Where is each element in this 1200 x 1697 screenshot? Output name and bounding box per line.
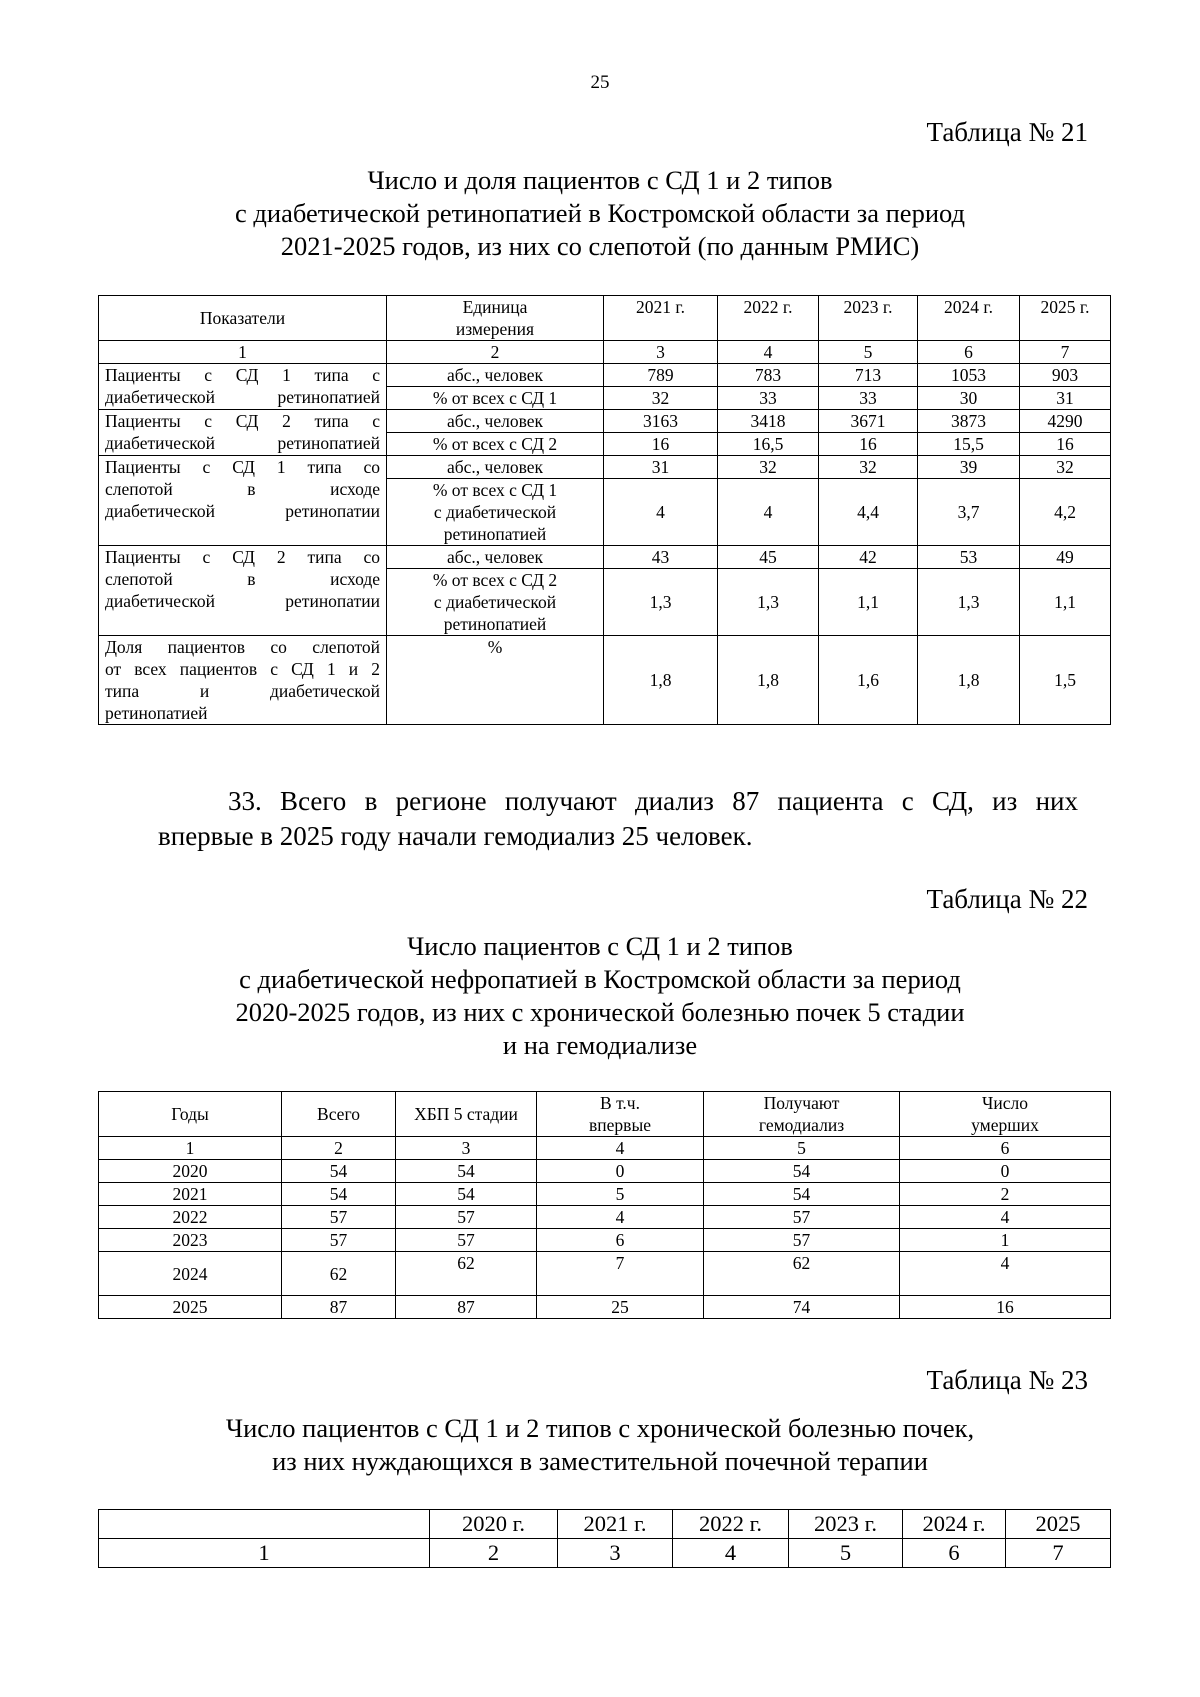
value-cell: 16 xyxy=(819,433,918,456)
value-cell: 39 xyxy=(918,456,1020,479)
value-cell: 4 xyxy=(537,1206,704,1229)
value-cell: 31 xyxy=(604,456,718,479)
table-22-label: Таблица № 22 xyxy=(926,884,1088,914)
unit-cell xyxy=(387,387,604,410)
cell-line: Пациенты с СД 2 типа с xyxy=(105,411,380,431)
title-line: и на гемодиализе xyxy=(502,1030,698,1060)
value-cell: 49 xyxy=(1020,546,1111,569)
title-line: Число пациентов с СД 1 и 2 типов xyxy=(407,931,793,961)
cell-line: абс., человек xyxy=(446,457,544,477)
column-number-cell: 6 xyxy=(903,1539,1006,1568)
table-row xyxy=(99,364,1111,387)
value-cell: 2022 xyxy=(99,1206,282,1229)
column-number-cell: 1 xyxy=(99,341,387,364)
header-cell-indicator: Показатели xyxy=(99,296,387,341)
column-number-cell: 6 xyxy=(900,1137,1111,1160)
value-cell: 1,6 xyxy=(819,636,918,725)
value-cell: 2025 xyxy=(99,1296,282,1319)
value-cell: 57 xyxy=(704,1229,900,1252)
table-row xyxy=(99,1252,1111,1296)
cell-line: умерших xyxy=(971,1115,1039,1135)
title-line: Число и доля пациентов с СД 1 и 2 типов xyxy=(367,165,833,195)
title-line: с диабетической ретинопатией в Костромской области за период xyxy=(235,198,965,228)
value-cell: 43 xyxy=(604,546,718,569)
column-number-cell: 5 xyxy=(789,1539,903,1568)
header-cell-year: 2021 г. xyxy=(604,296,718,341)
value-cell: 4 xyxy=(900,1206,1111,1229)
value-cell: 62 xyxy=(396,1252,537,1296)
value-cell: 3671 xyxy=(819,410,918,433)
header-cell xyxy=(396,1092,537,1137)
table-row xyxy=(99,456,1111,479)
cell-line: абс., человек xyxy=(446,547,544,567)
value-cell: 57 xyxy=(396,1229,537,1252)
header-cell-year: 2022 г. xyxy=(718,296,819,341)
value-cell: 87 xyxy=(396,1296,537,1319)
cell-line: Пациенты с СД 1 типа с xyxy=(105,365,380,385)
page-number: 25 xyxy=(590,72,610,93)
value-cell: 16 xyxy=(604,433,718,456)
header-cell xyxy=(99,1092,282,1137)
column-number-cell: 6 xyxy=(918,341,1020,364)
paragraph-line: 33. Всего в регионе получают диализ 87 пациента с СД, из них xyxy=(228,786,1078,816)
value-cell: 54 xyxy=(704,1160,900,1183)
cell-line: В т.ч. xyxy=(600,1093,640,1113)
value-cell: 1,3 xyxy=(718,569,819,636)
cell-line: измерения xyxy=(455,319,535,339)
value-cell: 32 xyxy=(819,456,918,479)
header-cell xyxy=(537,1092,704,1137)
cell-line: Единица xyxy=(462,297,528,317)
unit-cell xyxy=(387,410,604,433)
table-row xyxy=(99,546,1111,569)
unit-cell xyxy=(387,479,604,546)
cell-line: абс., человек xyxy=(446,365,544,385)
table-header-row xyxy=(99,1092,1111,1137)
cell-line: Пациенты с СД 2 типа со xyxy=(105,547,380,567)
value-cell: 2 xyxy=(900,1183,1111,1206)
title-line: из них нуждающихся в заместительной почечной терапии xyxy=(272,1446,928,1476)
value-cell: 783 xyxy=(718,364,819,387)
column-number-cell: 2 xyxy=(430,1539,558,1568)
header-cell xyxy=(99,1510,430,1539)
header-cell-year: 2025 г. xyxy=(1020,296,1111,341)
value-cell: 1,8 xyxy=(718,636,819,725)
cell-line: Пациенты с СД 1 типа со xyxy=(105,457,380,477)
row-label-cell xyxy=(99,410,387,456)
table-21 xyxy=(98,295,1111,725)
column-number-cell: 5 xyxy=(704,1137,900,1160)
value-cell: 1,1 xyxy=(819,569,918,636)
cell-line: абс., человек xyxy=(446,411,544,431)
paragraph-line: впервые в 2025 году начали гемодиализ 25 человек. xyxy=(158,821,753,851)
cell-line: диабетической ретинопатией xyxy=(105,433,380,453)
value-cell: 1,3 xyxy=(918,569,1020,636)
cell-line: с диабетической xyxy=(433,592,557,612)
cell-line: ретинопатией xyxy=(443,524,547,544)
column-number-cell: 2 xyxy=(387,341,604,364)
table-header-row xyxy=(99,296,1111,341)
header-cell: 2025 xyxy=(1006,1510,1111,1539)
value-cell: 30 xyxy=(918,387,1020,410)
column-number-cell: 5 xyxy=(819,341,918,364)
value-cell: 57 xyxy=(396,1206,537,1229)
table-header-row xyxy=(99,1510,1111,1539)
cell-line: Годы xyxy=(171,1104,209,1124)
value-cell: 789 xyxy=(604,364,718,387)
row-label-cell xyxy=(99,456,387,546)
value-cell: 74 xyxy=(704,1296,900,1319)
table-row xyxy=(99,1296,1111,1319)
value-cell: 62 xyxy=(282,1252,396,1296)
cell-line: слепотой в исходе xyxy=(105,479,380,499)
value-cell: 1,8 xyxy=(918,636,1020,725)
header-cell-year: 2024 г. xyxy=(918,296,1020,341)
header-cell: 2022 г. xyxy=(673,1510,789,1539)
table-row xyxy=(99,1183,1111,1206)
value-cell: 53 xyxy=(918,546,1020,569)
cell-line: диабетической ретинопатии xyxy=(105,591,380,611)
value-cell: 4 xyxy=(900,1252,1111,1296)
table-22 xyxy=(98,1091,1111,1319)
cell-line: Получают xyxy=(763,1093,840,1113)
value-cell: 1,8 xyxy=(604,636,718,725)
header-cell xyxy=(704,1092,900,1137)
table-23-label: Таблица № 23 xyxy=(926,1365,1088,1395)
cell-line: Всего xyxy=(317,1104,360,1124)
table-row xyxy=(99,1206,1111,1229)
value-cell: 16 xyxy=(900,1296,1111,1319)
value-cell: 31 xyxy=(1020,387,1111,410)
column-number-cell: 1 xyxy=(99,1137,282,1160)
value-cell: 5 xyxy=(537,1183,704,1206)
header-cell-year: 2023 г. xyxy=(819,296,918,341)
value-cell: 32 xyxy=(1020,456,1111,479)
column-number-cell: 4 xyxy=(673,1539,789,1568)
value-cell: 62 xyxy=(704,1252,900,1296)
value-cell: 16,5 xyxy=(718,433,819,456)
value-cell: 4 xyxy=(604,479,718,546)
value-cell: 0 xyxy=(900,1160,1111,1183)
column-number-row xyxy=(99,341,1111,364)
row-label-cell xyxy=(99,364,387,410)
table-23-title xyxy=(150,1412,1050,1478)
header-cell: 2021 г. xyxy=(558,1510,673,1539)
value-cell: 903 xyxy=(1020,364,1111,387)
cell-line: % xyxy=(487,637,503,657)
cell-line: слепотой в исходе xyxy=(105,569,380,589)
value-cell: 4,2 xyxy=(1020,479,1111,546)
cell-line: Доля пациентов со слепотой xyxy=(105,637,380,657)
value-cell: 3873 xyxy=(918,410,1020,433)
table-22-title xyxy=(150,930,1050,1062)
value-cell: 33 xyxy=(718,387,819,410)
column-number-cell: 3 xyxy=(396,1137,537,1160)
cell-line: гемодиализ xyxy=(758,1115,845,1135)
value-cell: 57 xyxy=(282,1206,396,1229)
value-cell: 2021 xyxy=(99,1183,282,1206)
header-cell xyxy=(282,1092,396,1137)
value-cell: 3163 xyxy=(604,410,718,433)
row-label-cell xyxy=(99,636,387,725)
column-number-row xyxy=(99,1137,1111,1160)
cell-line: % от всех с СД 1 xyxy=(432,480,558,500)
unit-cell xyxy=(387,569,604,636)
value-cell: 3,7 xyxy=(918,479,1020,546)
value-cell: 32 xyxy=(718,456,819,479)
value-cell: 4,4 xyxy=(819,479,918,546)
value-cell: 713 xyxy=(819,364,918,387)
cell-line: диабетической ретинопатией xyxy=(105,387,380,407)
value-cell: 1,3 xyxy=(604,569,718,636)
value-cell: 2024 xyxy=(99,1252,282,1296)
value-cell: 57 xyxy=(704,1206,900,1229)
value-cell: 45 xyxy=(718,546,819,569)
unit-cell xyxy=(387,364,604,387)
column-number-row xyxy=(99,1539,1111,1568)
cell-line: типа и диабетической xyxy=(105,681,380,701)
value-cell: 1053 xyxy=(918,364,1020,387)
value-cell: 54 xyxy=(396,1160,537,1183)
value-cell: 4290 xyxy=(1020,410,1111,433)
cell-line: % от всех с СД 1 xyxy=(432,388,558,408)
cell-line: от всех пациентов с СД 1 и 2 xyxy=(105,659,380,679)
value-cell: 2020 xyxy=(99,1160,282,1183)
title-line: 2021-2025 годов, из них со слепотой (по данным РМИС) xyxy=(280,231,920,261)
unit-cell xyxy=(387,456,604,479)
cell-line: ретинопатией xyxy=(443,614,547,634)
paragraph-33 xyxy=(158,784,1078,854)
column-number-cell: 4 xyxy=(718,341,819,364)
value-cell: 6 xyxy=(537,1229,704,1252)
column-number-cell: 3 xyxy=(558,1539,673,1568)
header-cell: 2020 г. xyxy=(430,1510,558,1539)
value-cell: 54 xyxy=(282,1183,396,1206)
unit-cell xyxy=(387,433,604,456)
cell-line: ретинопатией xyxy=(105,703,208,723)
table-21-title xyxy=(150,164,1050,263)
column-number-cell: 4 xyxy=(537,1137,704,1160)
cell-line: с диабетической xyxy=(433,502,557,522)
header-cell: 2024 г. xyxy=(903,1510,1006,1539)
cell-line: % от всех с СД 2 xyxy=(432,434,558,454)
column-number-cell: 7 xyxy=(1006,1539,1111,1568)
value-cell: 4 xyxy=(718,479,819,546)
table-row xyxy=(99,410,1111,433)
value-cell: 54 xyxy=(282,1160,396,1183)
value-cell: 1,5 xyxy=(1020,636,1111,725)
value-cell: 87 xyxy=(282,1296,396,1319)
value-cell: 25 xyxy=(537,1296,704,1319)
title-line: Число пациентов с СД 1 и 2 типов с хронической болезнью почек, xyxy=(225,1413,975,1443)
cell-line: ХБП 5 стадии xyxy=(414,1104,518,1124)
value-cell: 57 xyxy=(282,1229,396,1252)
column-number-cell: 2 xyxy=(282,1137,396,1160)
table-row xyxy=(99,1160,1111,1183)
table-23 xyxy=(98,1509,1111,1568)
value-cell: 1,1 xyxy=(1020,569,1111,636)
value-cell: 1 xyxy=(900,1229,1111,1252)
value-cell: 54 xyxy=(396,1183,537,1206)
table-row xyxy=(99,1229,1111,1252)
value-cell: 0 xyxy=(537,1160,704,1183)
unit-cell xyxy=(387,636,604,725)
value-cell: 32 xyxy=(604,387,718,410)
row-label-cell xyxy=(99,546,387,636)
header-cell-unit xyxy=(387,296,604,341)
column-number-cell: 3 xyxy=(604,341,718,364)
header-cell xyxy=(900,1092,1111,1137)
table-21-label: Таблица № 21 xyxy=(926,117,1088,147)
value-cell: 33 xyxy=(819,387,918,410)
header-cell: 2023 г. xyxy=(789,1510,903,1539)
cell-line: диабетической ретинопатии xyxy=(105,501,380,521)
title-line: с диабетической нефропатией в Костромской области за период xyxy=(239,964,961,994)
title-line: 2020-2025 годов, из них с хронической болезнью почек 5 стадии xyxy=(235,997,965,1027)
column-number-cell: 1 xyxy=(99,1539,430,1568)
cell-line: Число xyxy=(982,1093,1028,1113)
value-cell: 7 xyxy=(537,1252,704,1296)
value-cell: 16 xyxy=(1020,433,1111,456)
unit-cell xyxy=(387,546,604,569)
column-number-cell: 7 xyxy=(1020,341,1111,364)
value-cell: 3418 xyxy=(718,410,819,433)
table-row xyxy=(99,636,1111,725)
value-cell: 15,5 xyxy=(918,433,1020,456)
value-cell: 2023 xyxy=(99,1229,282,1252)
cell-line: впервые xyxy=(589,1115,651,1135)
value-cell: 42 xyxy=(819,546,918,569)
cell-line: % от всех с СД 2 xyxy=(432,570,558,590)
value-cell: 54 xyxy=(704,1183,900,1206)
